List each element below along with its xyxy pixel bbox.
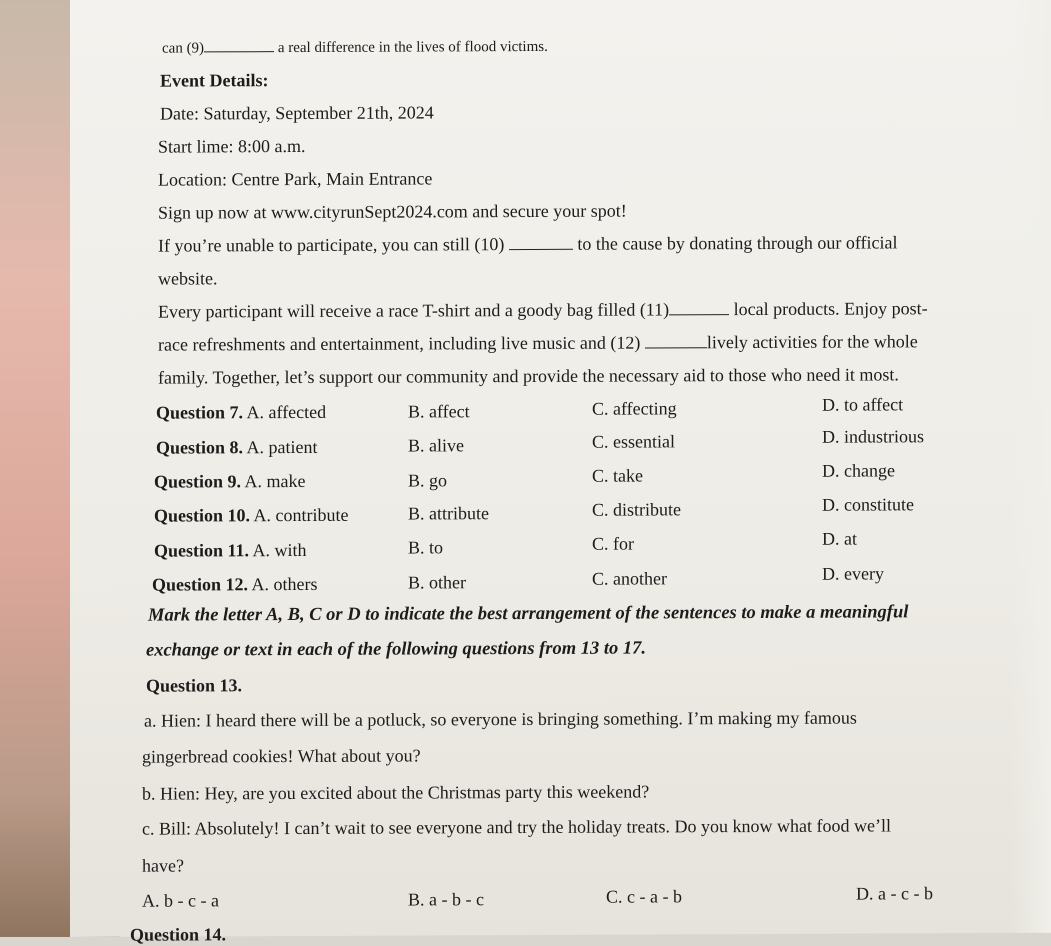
- question-option-a: [154, 504, 349, 527]
- question-option-d: D. to affect: [822, 394, 904, 415]
- question-option-a: [154, 539, 307, 562]
- question-label: Question 8.: [156, 437, 244, 458]
- instruction-line-2: exchange or text in each of the following questions from 13 to 17.: [146, 638, 647, 661]
- question-label: Question 12.: [152, 574, 249, 595]
- question-option-d: D. constitute: [822, 494, 914, 515]
- question-option-c: C. another: [592, 568, 667, 589]
- event-location: Location: Centre Park, Main Entrance: [158, 168, 433, 190]
- event-heading: Event Details:: [160, 70, 269, 91]
- option-text: A. others: [251, 573, 318, 595]
- passage-line-family: family. Together, let’s support our community and provide the necessary aid to those who need it most.: [158, 364, 899, 388]
- passage-line-12: [158, 330, 918, 355]
- question-option-b: B. alive: [408, 435, 464, 456]
- question-label: Question 10.: [154, 505, 251, 526]
- question-option-a: [154, 470, 306, 493]
- page-edge: [1011, 0, 1051, 933]
- passage-text: can (9): [162, 40, 205, 57]
- passage-text: a real difference in the lives of flood victims.: [277, 38, 548, 57]
- passage-text: local products. Enjoy post-: [733, 298, 928, 320]
- question-label: Question 7.: [156, 402, 244, 423]
- q13-option-d: D. a - c - b: [856, 883, 933, 904]
- question-option-c: C. essential: [592, 431, 675, 452]
- question-option-d: D. every: [822, 563, 884, 584]
- event-date: Date: Saturday, September 21th, 2024: [160, 102, 434, 124]
- question-option-b: B. attribute: [408, 503, 489, 524]
- question-label: Question 9.: [154, 471, 242, 492]
- q13-option-b: B. a - b - c: [408, 889, 484, 910]
- blank-10: [509, 233, 573, 250]
- q13-sentence-a-cont: gingerbread cookies! What about you?: [142, 745, 421, 767]
- option-text: A. with: [252, 539, 307, 561]
- question-label: Question 11.: [154, 540, 250, 561]
- q13-sentence-a: a. Hien: I heard there will be a potluck, so everyone is bringing something. I’m making my famous: [144, 707, 857, 731]
- passage-text: lively activities for the whole: [706, 331, 918, 353]
- worksheet-page: [70, 0, 1051, 945]
- question-option-c: C. take: [592, 465, 643, 486]
- passage-text: If you’re unable to participate, you can still (10): [158, 234, 505, 256]
- q13-option-a: A. b - c - a: [142, 890, 219, 911]
- q13-sentence-c: c. Bill: Absolutely! I can’t wait to see everyone and try the holiday treats. Do you know what food we’ll: [142, 815, 891, 839]
- question-option-b: B. go: [408, 470, 448, 491]
- question-option-c: C. affecting: [592, 398, 677, 419]
- q13-option-c: C. c - a - b: [606, 886, 682, 907]
- question-option-c: C. distribute: [592, 499, 681, 520]
- signup-line: Sign up now at www.cityrunSept2024.com and secure your spot!: [158, 200, 627, 223]
- instruction-line-1: Mark the letter A, B, C or D to indicate the best arrangement of the sentences to make a meaningful: [148, 602, 909, 626]
- q13-sentence-b: b. Hien: Hey, are you excited about the Christmas party this weekend?: [142, 781, 650, 804]
- blank-9: [204, 35, 274, 52]
- event-start-time: Start lime: 8:00 a.m.: [158, 135, 306, 157]
- option-text: A. make: [244, 470, 306, 492]
- option-text: A. affected: [246, 401, 327, 423]
- passage-line-10: [158, 231, 897, 256]
- passage-line-10b: website.: [158, 268, 218, 289]
- question-option-a: [156, 401, 326, 424]
- q13-sentence-c-cont: have?: [142, 855, 184, 876]
- question-option-d: D. industrious: [822, 426, 925, 447]
- question-option-a: [152, 573, 318, 596]
- option-text: A. contribute: [253, 504, 349, 526]
- question-option-b: B. other: [408, 572, 466, 593]
- question-option-b: B. to: [408, 537, 444, 558]
- option-text: A. patient: [246, 436, 318, 458]
- question-13-label: Question 13.: [146, 675, 243, 696]
- question-option-c: C. for: [592, 533, 634, 554]
- question-option-d: D. at: [822, 528, 857, 549]
- passage-text: Every participant will receive a race T-shirt and a goody bag filled (11): [158, 299, 670, 322]
- question-14-label: Question 14.: [130, 924, 227, 945]
- passage-text: race refreshments and entertainment, including live music and (12): [158, 332, 641, 355]
- question-option-a: [156, 436, 318, 459]
- passage-text: to the cause by donating through our official: [577, 232, 898, 254]
- question-option-b: B. affect: [408, 401, 470, 422]
- blank-11: [669, 298, 729, 315]
- passage-line-9: [162, 34, 548, 60]
- passage-line-11: [158, 297, 928, 322]
- question-option-d: D. change: [822, 460, 895, 481]
- blank-12: [645, 331, 707, 348]
